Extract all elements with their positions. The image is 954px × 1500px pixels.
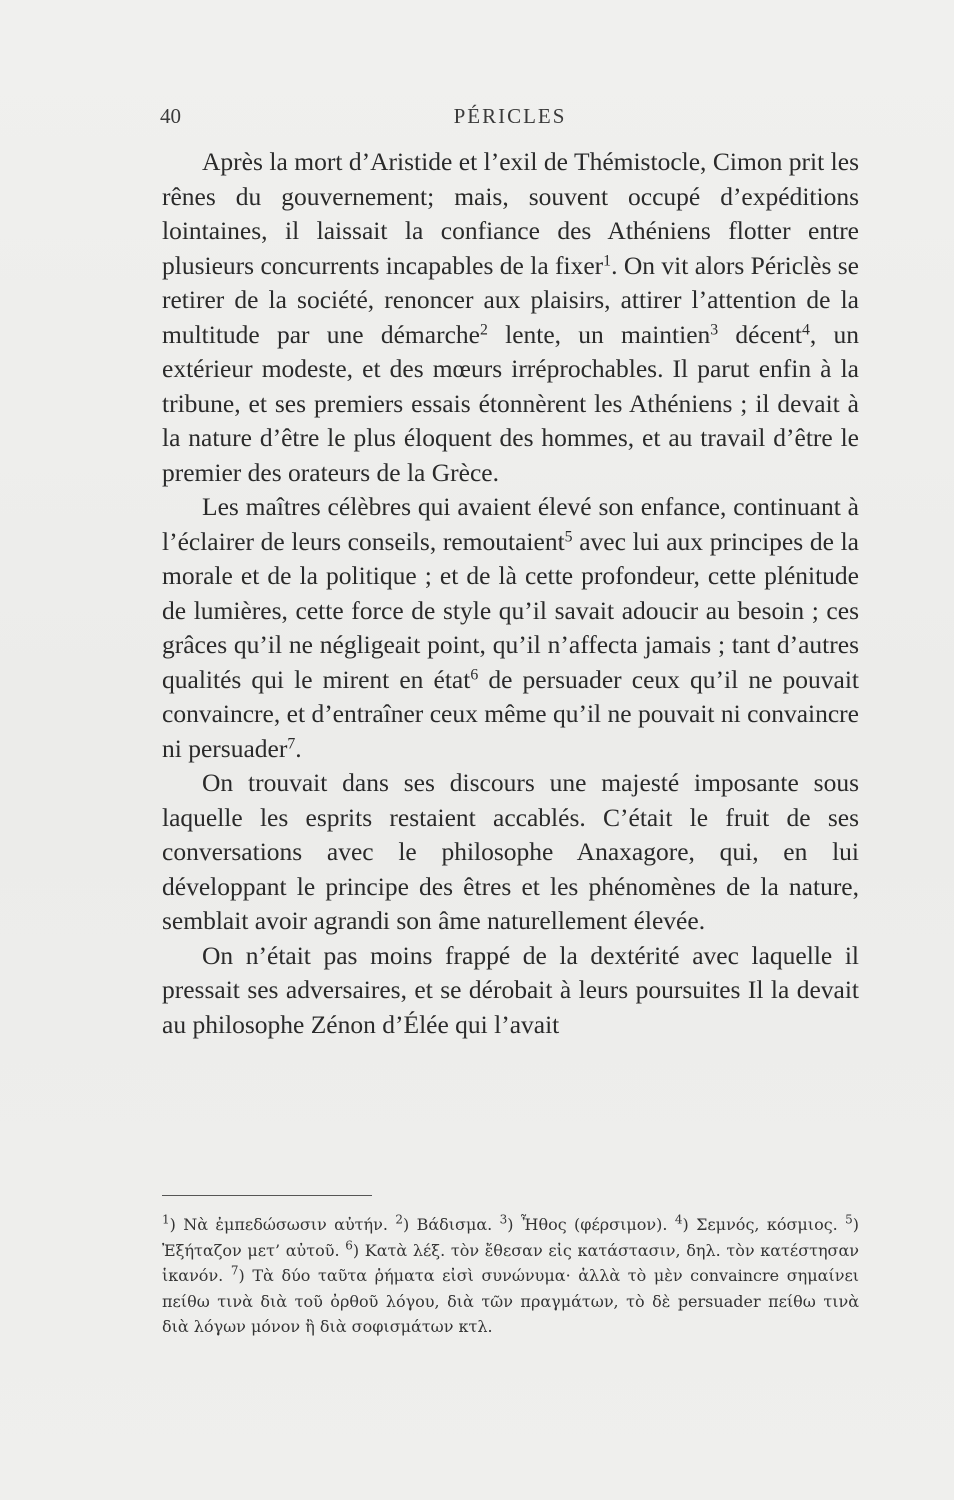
text-run: avec lui aux principes de la morale et de la politique ; et de là cette profondeur, cette plénitude de lumières, cette force de style qu’il savait adoucir au besoin ; ces grâces qu’il ne négligeait point, qu’il n’affecta jamais ; tant d’autres qualités qui le mirent en état [162,526,859,694]
footnote-text: Σεμνός, κόσμιος. [696,1215,838,1234]
footnote-number: 6 [345,1237,353,1252]
main-text [162,145,859,1042]
text-run: On n’était pas moins frappé de la dextérité avec laquelle il pressait ses adversaires, et se dérobait à leurs poursuites Il la devait au philosophe Zénon d’Élée qui l’avait [162,940,859,1039]
text-run: de persuader ceux qu’il ne pouvait convaincre, et d’entraîner ceux même qu’il ne pouvait ni convaincre ni persuader [162,664,859,763]
footnote-number: 5 [845,1212,853,1227]
footnote-paren: ) [238,1266,253,1285]
footnote-2 [395,1212,493,1234]
text-run: . [295,733,302,763]
footnote-number: 4 [674,1212,683,1227]
footnote-paren: ) [352,1240,365,1260]
footnote-marker-5: 5 [564,527,573,545]
footnote-marker-7: 7 [287,734,296,752]
footnote-text: Ἦθος (φέρσιμον). [520,1215,668,1234]
text-run: décent [718,319,802,349]
paragraph-2 [162,490,859,766]
footnote-paren: ) [169,1215,184,1234]
footnote-paren: ) [402,1215,417,1234]
text-run: On trouvait dans ses discours une majesté imposante sous laquelle les esprits restaient accablés. C’était le fruit de ses conversations avec le philosophe Anaxagore, qui, en lui développant le principe des êtres et les phénomènes de la nature, semblait avoir agrandi son âme naturellement élevée. [162,768,859,935]
page-number: 40 [160,104,181,128]
footnote-marker-2: 2 [479,320,488,338]
running-header [160,104,860,134]
footnote-text: Τὰ δύο ταῦτα ῥήματα εἰσὶ συνώνυμα· ἀλλὰ τὸ μὲν convaincre σημαίνει πείθω τινὰ διὰ τοῦ ὀρθοῦ λόγου, διὰ τῶν πραγμάτων, τὸ δὲ persuader πείθω τινὰ διὰ λόγων μόνον ἢ διὰ σοφισμάτων κτλ. [162,1266,860,1336]
footnote-text: Κατὰ λέξ. τὸν ἔθεσαν εἰς κατάστασιν, δηλ. τὸν κατέστησαν ἱκανόν. [162,1240,860,1285]
paragraph-4 [162,939,859,1043]
text-run: lente, un maintien [487,319,711,349]
footnote-3 [499,1212,668,1234]
footnote-paren: ) [852,1215,860,1234]
paragraph-3 [162,766,859,939]
footnote-text: Nὰ ἐμπεδώσωσιν αὐτήν. [183,1215,388,1234]
footnotes [162,1212,859,1340]
running-title: PÉRICLES [453,104,567,128]
footnote-number: 7 [230,1263,239,1278]
footnote-number: 3 [499,1212,508,1227]
text-run: , un extérieur modeste, et des mœurs irréprochables. Il parut enfin à la tribune, et ses premiers essais étonnèrent les Athéniens ; il devait à la nature d’être le plus éloquent des hommes, et au travail d’être le premier des orateurs de la Grèce. [162,319,860,487]
footnote-4 [674,1212,838,1234]
footnote-1 [162,1212,388,1234]
footnote-text: Ἐξήταζον μετ’ αὐτοῦ. [162,1240,340,1260]
footnote-rule [162,1195,372,1196]
footnote-paren: ) [682,1215,697,1234]
footnote-paren: ) [507,1215,521,1234]
footnote-7 [162,1263,860,1336]
footnote-marker-3: 3 [710,320,719,338]
footnote-marker-6: 6 [470,665,479,683]
footnote-number: 2 [395,1212,403,1227]
footnote-marker-1: 1 [603,251,612,269]
text-run: . On vit alors Périclès se retirer de la société, renoncer aux plaisirs, attirer l’attention de la multitude par une démarche [162,250,859,349]
footnote-text: Βάδισμα. [416,1215,493,1234]
text-run: Les maîtres célèbres qui avaient élevé son enfance, continuant à l’éclairer de leurs conseils, remoutaient [162,492,859,556]
footnote-number: 1 [162,1212,170,1227]
paragraph-1 [162,145,859,490]
text-run: Après la mort d’Aristide et l’exil de Thémistocle, Cimon prit les rênes du gouvernement; mais, souvent occupé d’expéditions lointaines, il laissait la confiance des Athéniens flotter entre plusieurs concurrents incapables de la fixer [162,147,859,280]
footnote-marker-4: 4 [801,320,810,338]
